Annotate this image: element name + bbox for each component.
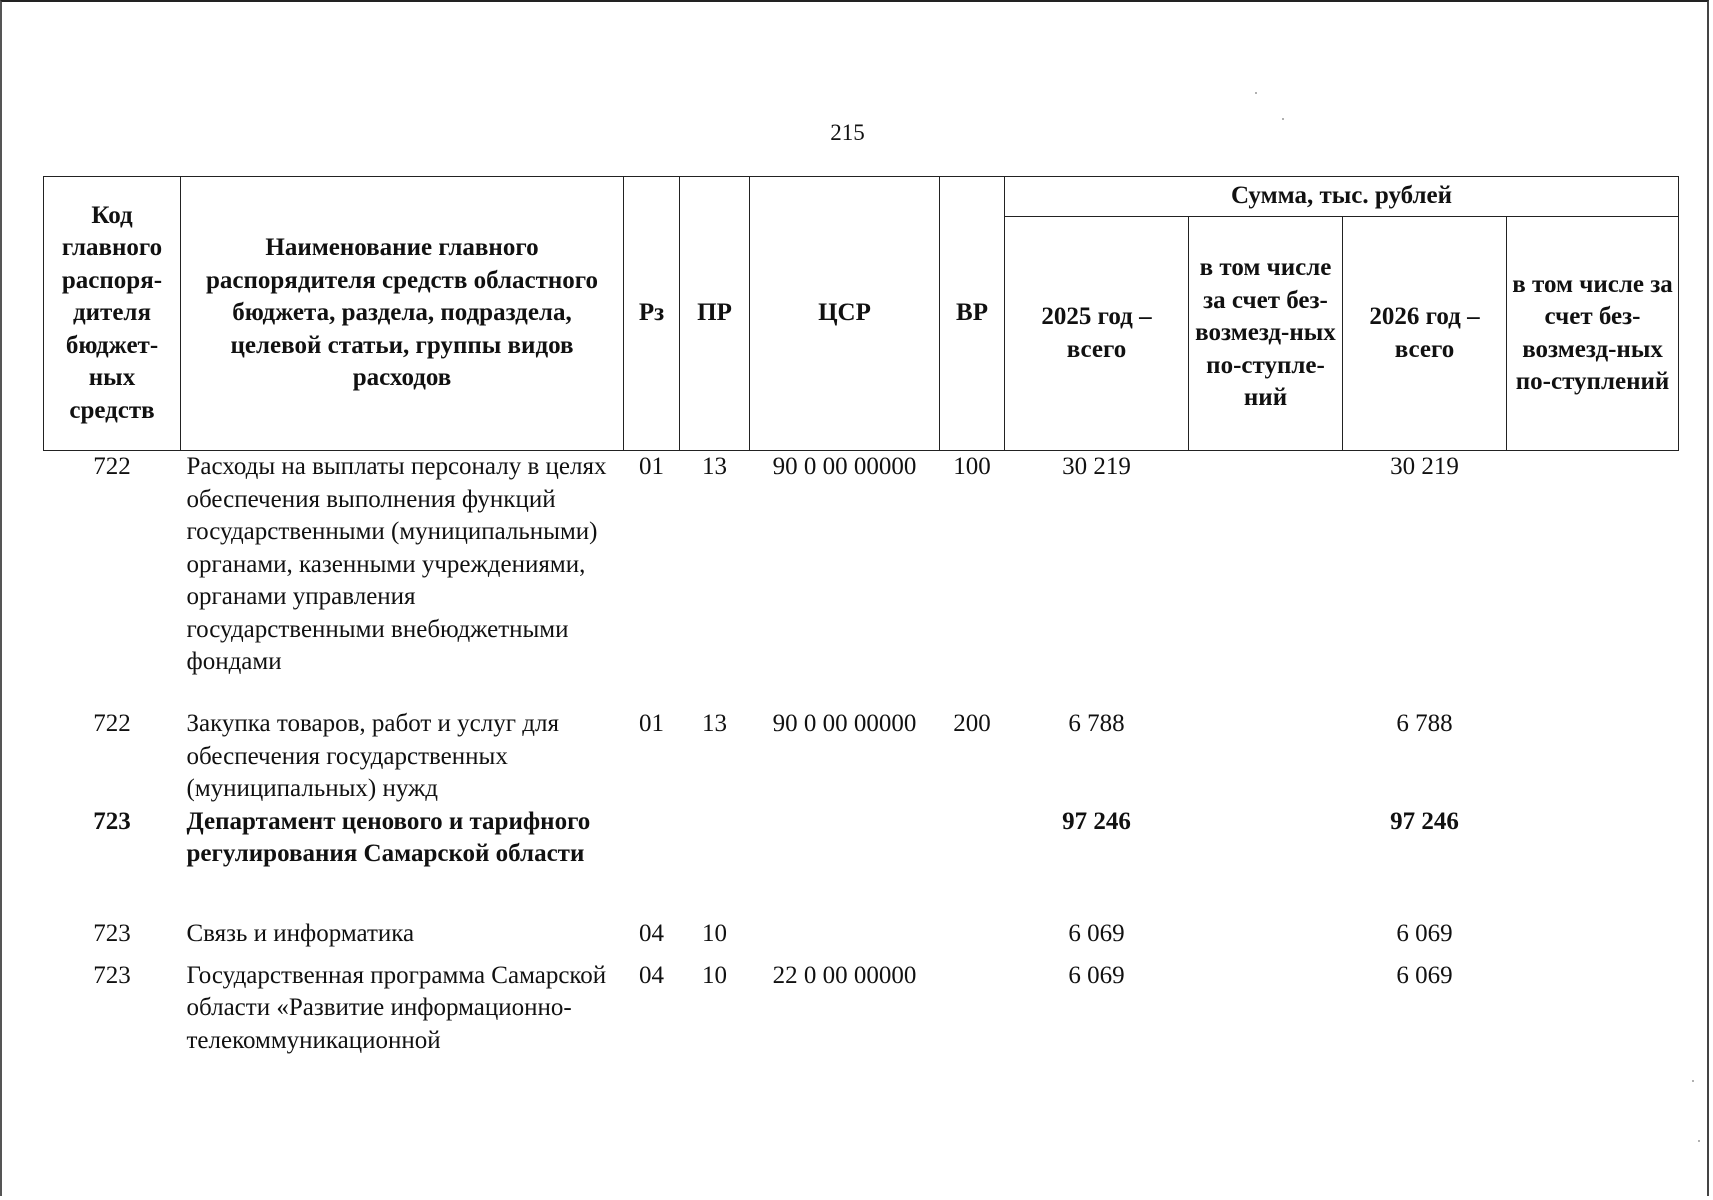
cell-code: 722	[93, 710, 131, 737]
header-csr: ЦСР	[750, 177, 940, 451]
cell-pr: 13	[702, 453, 727, 480]
cell-rz: 04	[639, 919, 664, 947]
cell-2026-total: 6 069	[1396, 919, 1453, 947]
table-row	[44, 918, 1679, 960]
cell-2026-gratuitous	[1507, 451, 1679, 709]
scan-speck	[1255, 92, 1257, 94]
table-header	[44, 177, 1679, 451]
cell-vr	[940, 918, 1005, 960]
cell-vr: 100	[953, 453, 991, 480]
cell-name: Связь и информатика	[186, 919, 415, 947]
cell-code: 723	[93, 961, 131, 989]
cell-2025-gratuitous	[1189, 806, 1343, 918]
cell-code: 723	[93, 807, 131, 835]
cell-code: 722	[93, 453, 131, 480]
cell-2025-gratuitous	[1189, 708, 1343, 806]
cell-csr	[750, 918, 940, 960]
header-vr: ВР	[940, 177, 1005, 451]
cell-name: Закупка товаров, работ и услуг для обеспечения государственных (муниципальных) нужд	[186, 710, 559, 802]
budget-table	[43, 176, 1679, 1090]
cell-pr	[680, 806, 750, 918]
cell-2025-total: 30 219	[1062, 453, 1131, 480]
cell-csr: 22 0 00 00000	[772, 961, 917, 989]
cell-2026-gratuitous	[1507, 960, 1679, 1090]
cell-csr: 90 0 00 00000	[772, 453, 917, 480]
cell-vr: 200	[953, 710, 991, 737]
table-body	[44, 451, 1679, 1090]
header-code: Код главного распоря-дителя бюджет-ных средств	[44, 177, 181, 451]
cell-rz: 04	[639, 961, 664, 989]
scan-speck	[1282, 118, 1284, 120]
cell-rz: 01	[639, 453, 664, 480]
cell-name: Департамент ценового и тарифного регулирования Самарской области	[186, 807, 591, 867]
cell-2026-gratuitous	[1507, 918, 1679, 960]
cell-2026-total: 97 246	[1390, 807, 1459, 835]
cell-rz: 01	[639, 710, 664, 737]
cell-2026-total: 6 788	[1396, 710, 1453, 737]
header-name: Наименование главного распорядителя средств областного бюджета, раздела, подраздела, целевой статьи, группы видов расходов	[181, 177, 624, 451]
header-2025-gratuitous: в том числе за счет без-возмезд-ных по-ступле-ний	[1189, 217, 1343, 451]
table-row	[44, 708, 1679, 806]
cell-name: Расходы на выплаты персоналу в целях обеспечения выполнения функций государственными (муниципальными) органами, казенными учреждениями, органами управления государственными внебюджетными фондами	[186, 453, 607, 675]
cell-csr: 90 0 00 00000	[772, 710, 917, 737]
cell-code: 723	[93, 919, 131, 947]
cell-2025-gratuitous	[1189, 960, 1343, 1090]
table-row	[44, 806, 1679, 918]
cell-2025-gratuitous	[1189, 451, 1343, 709]
header-sum-group: Сумма, тыс. рублей	[1005, 177, 1679, 217]
cell-2025-total: 6 788	[1068, 710, 1125, 737]
header-2026-total: 2026 год – всего	[1343, 217, 1507, 451]
cell-pr: 13	[702, 710, 727, 737]
scan-speck	[1698, 1140, 1700, 1142]
scan-speck	[1692, 1080, 1694, 1082]
cell-2026-total: 30 219	[1390, 453, 1459, 480]
table-row	[44, 451, 1679, 709]
cell-2026-gratuitous	[1507, 708, 1679, 806]
cell-vr	[940, 806, 1005, 918]
header-rz: Рз	[624, 177, 680, 451]
header-2026-gratuitous: в том числе за счет без-возмезд-ных по-ступлений	[1507, 217, 1679, 451]
cell-2025-gratuitous	[1189, 918, 1343, 960]
cell-pr: 10	[702, 961, 727, 989]
cell-2026-total: 6 069	[1396, 961, 1453, 989]
cell-pr: 10	[702, 919, 727, 947]
header-2025-total: 2025 год – всего	[1005, 217, 1189, 451]
cell-2026-gratuitous	[1507, 806, 1679, 918]
cell-2025-total: 6 069	[1068, 919, 1125, 947]
cell-name: Государственная программа Самарской области «Развитие информационно-телекоммуникационной	[186, 961, 607, 1054]
cell-2025-total: 6 069	[1068, 961, 1125, 989]
cell-vr	[940, 960, 1005, 1090]
cell-rz	[624, 806, 680, 918]
table-row	[44, 960, 1679, 1090]
cell-csr	[750, 806, 940, 918]
page-number: 215	[830, 120, 865, 145]
header-pr: ПР	[680, 177, 750, 451]
cell-2025-total: 97 246	[1062, 807, 1131, 835]
